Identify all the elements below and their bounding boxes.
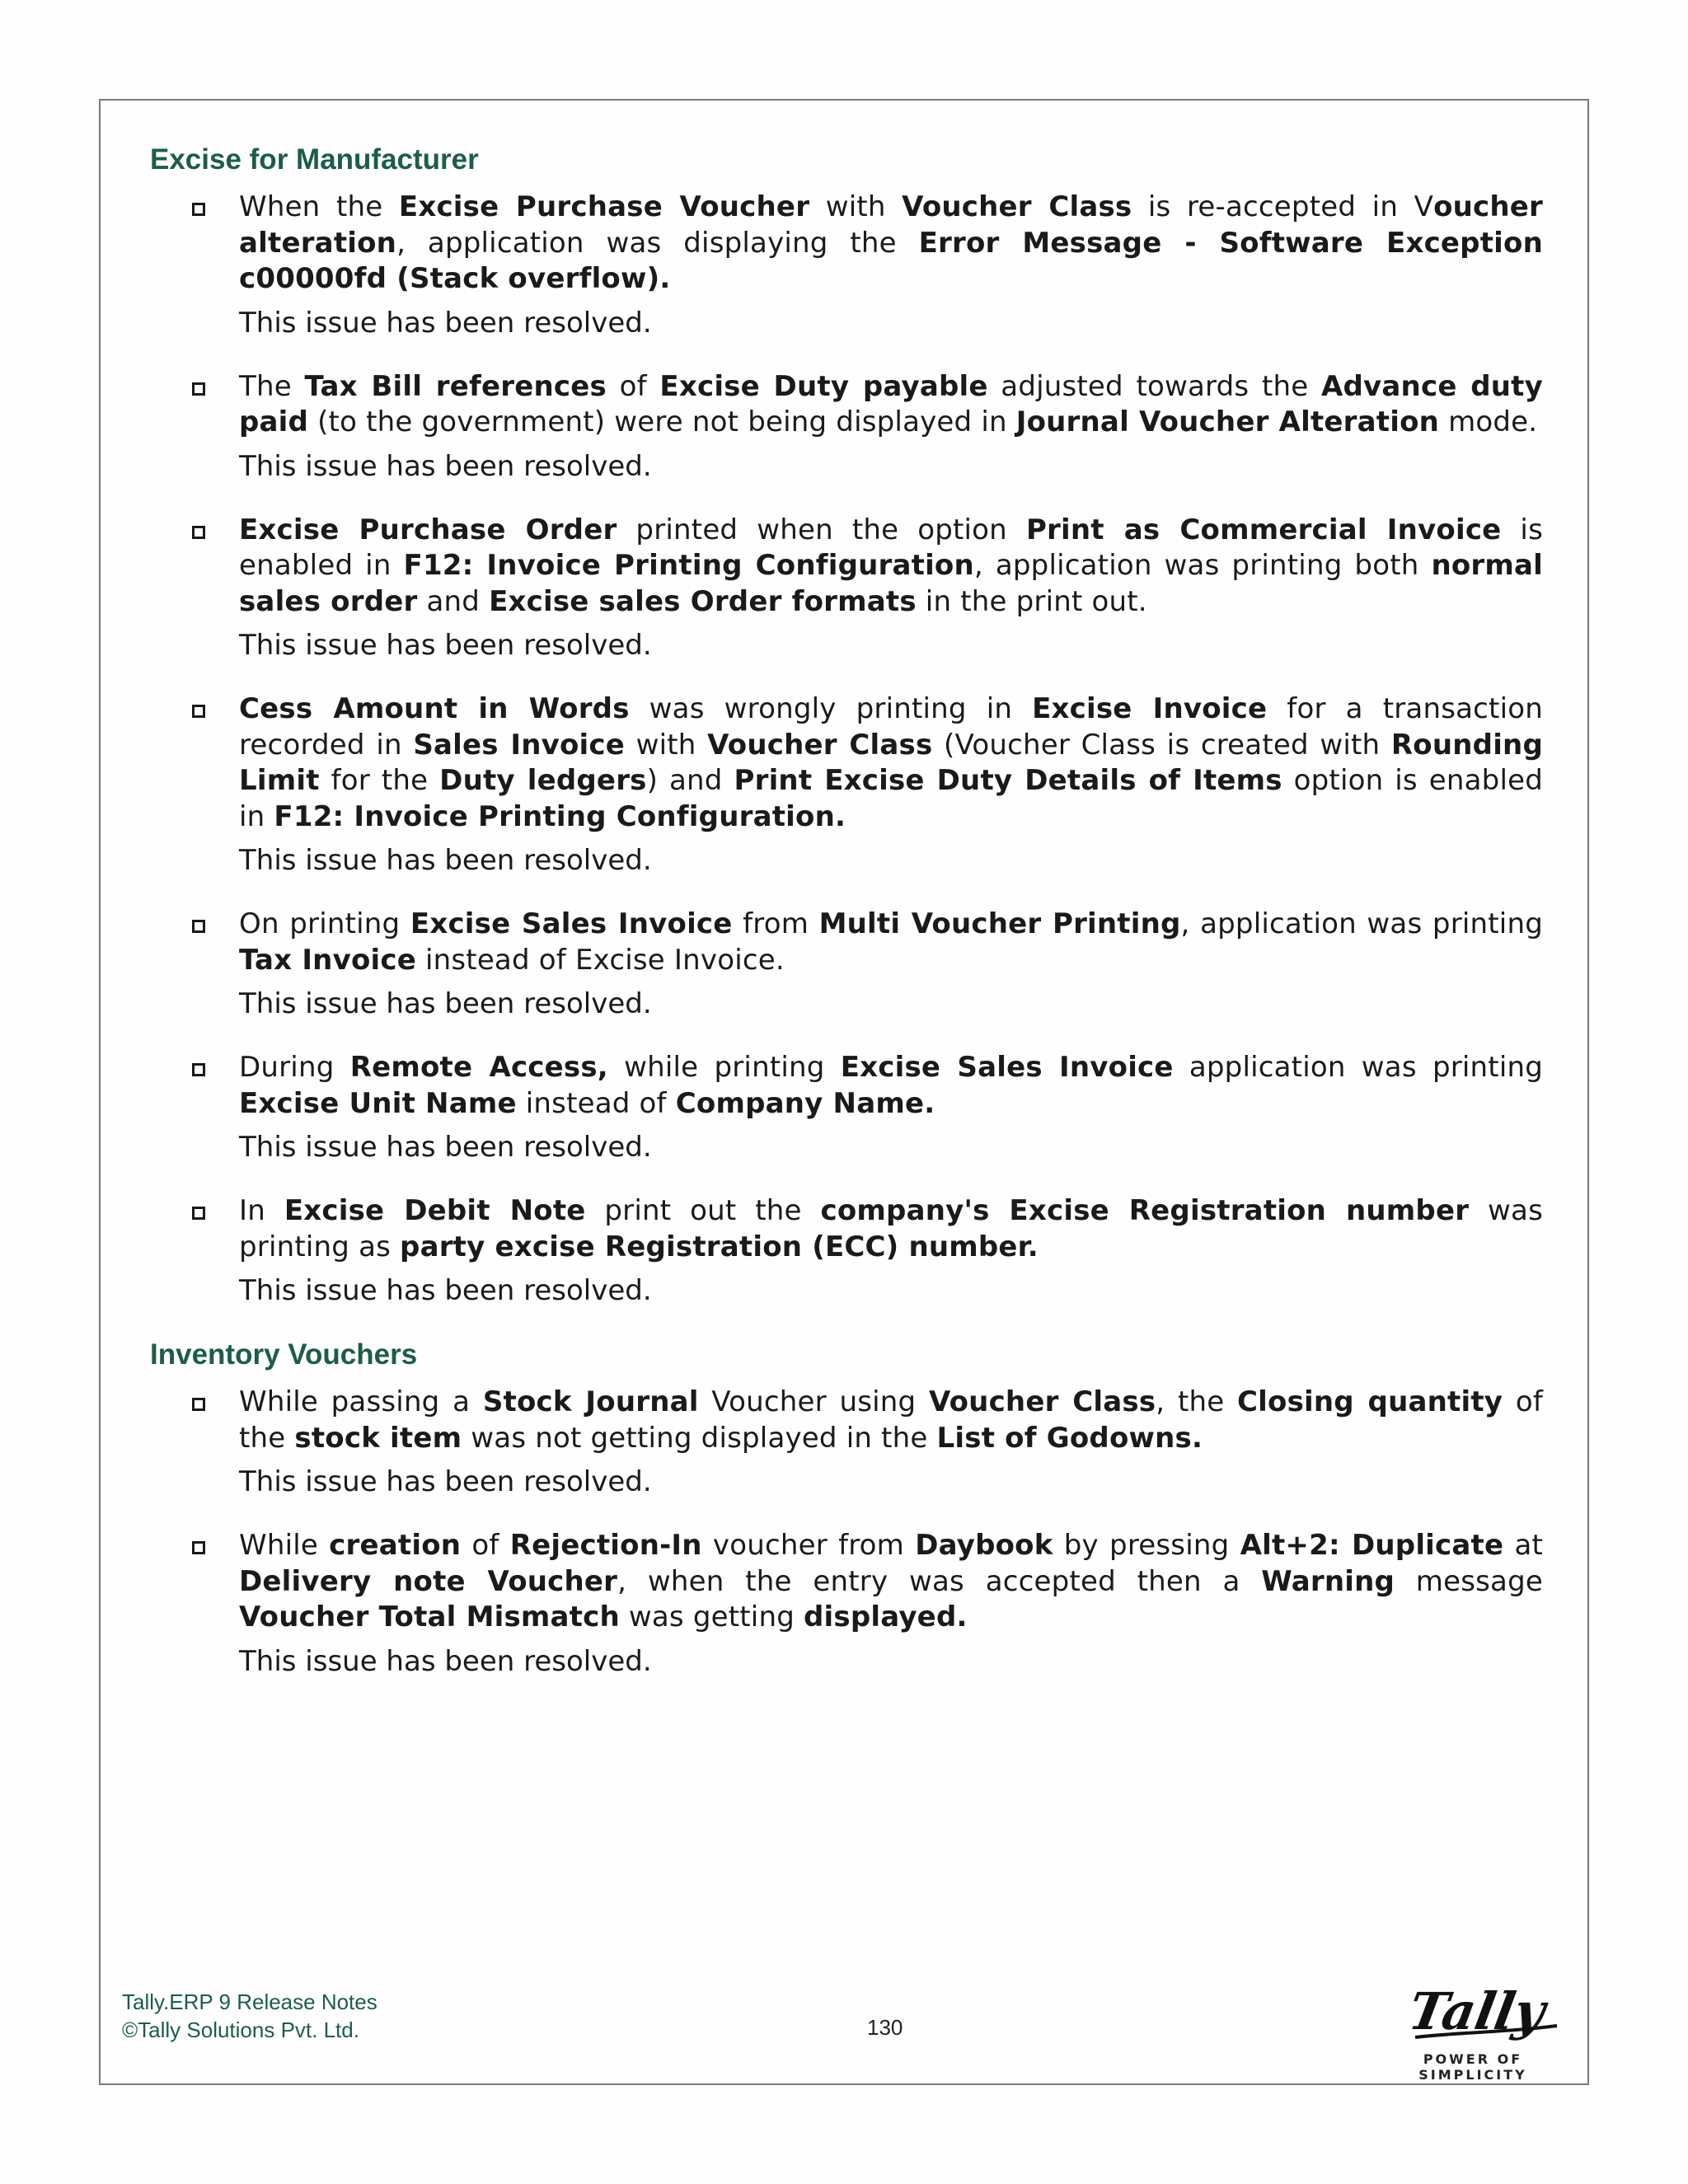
resolution-text: This issue has been resolved. [239, 987, 652, 1020]
text-run: message [1395, 1564, 1543, 1598]
bold-term: Alt+2: Duplicate [1240, 1529, 1504, 1562]
text-run: instead of Excise Invoice. [415, 943, 785, 977]
bold-term: creation [329, 1529, 462, 1562]
text-run: , application was displaying the [396, 226, 919, 260]
text-run: while printing [607, 1051, 841, 1084]
issue-description [239, 369, 1543, 441]
issue-item [150, 513, 1543, 664]
issue-item [150, 190, 1543, 341]
text-run: ) and [646, 764, 734, 797]
bold-term: Rejection-In [509, 1529, 702, 1562]
bold-term: Voucher Class [928, 1385, 1156, 1418]
text-run: printed when the option [617, 513, 1026, 546]
bold-term: Excise sales Order formats [489, 584, 917, 618]
bold-term: F12: Invoice Printing Configuration [403, 549, 974, 582]
text-run: While passing a [239, 1385, 483, 1418]
text-run: , application was printing [1180, 907, 1543, 940]
square-bullet-icon [192, 920, 205, 933]
text-run: (Voucher Class is created with [932, 728, 1391, 762]
issue-description [239, 1385, 1543, 1456]
square-bullet-icon [192, 526, 205, 539]
bold-term: normal sales order [239, 549, 1543, 618]
text-run: On printing [239, 907, 410, 940]
text-run: application was printing [1173, 1051, 1544, 1084]
resolution-text: This issue has been resolved. [239, 1644, 652, 1678]
issue-description [239, 691, 1543, 835]
logo-tagline: POWER OF SIMPLICITY [1418, 2051, 1527, 2083]
section-heading: Inventory Vouchers [150, 1338, 418, 1371]
bold-term: Tax Bill references [304, 369, 607, 403]
bold-term: List of Godowns. [936, 1421, 1203, 1455]
bold-term: Remote Access, [349, 1051, 608, 1084]
text-run: for a transaction recorded in [239, 692, 1543, 762]
text-run: is enabled in [239, 513, 1543, 582]
resolution-text: This issue has been resolved. [239, 306, 652, 340]
text-run: in the print out. [916, 584, 1147, 618]
bold-term: Excise Unit Name [239, 1086, 517, 1120]
text-run: was not getting displayed in the [462, 1421, 937, 1455]
bold-term: F12: Invoice Printing Configuration. [274, 799, 846, 833]
bold-term: Duty ledgers [439, 764, 647, 797]
issue-item [150, 1528, 1543, 1680]
text-run: While [239, 1529, 330, 1562]
bold-term: oucher alteration [239, 190, 1544, 260]
bold-term: Warning [1261, 1564, 1395, 1598]
bold-term: Advance duty paid [239, 369, 1544, 438]
bold-term: Cess Amount in Words [239, 692, 630, 725]
issue-item [150, 369, 1543, 485]
issue-description [239, 1050, 1543, 1122]
issue-item [150, 907, 1543, 1022]
square-bullet-icon [192, 382, 205, 396]
footer-product-line: Tally.ERP 9 Release Notes [122, 1990, 377, 2014]
text-run: (to the government) were not being displayed in [308, 405, 1016, 438]
text-run: option is enabled in [239, 764, 1543, 833]
tally-logo-icon [1382, 1978, 1584, 2060]
resolution-text: This issue has been resolved. [239, 1131, 652, 1164]
resolution-text: This issue has been resolved. [239, 629, 652, 662]
issue-description [239, 1193, 1543, 1265]
square-bullet-icon [192, 1541, 205, 1554]
text-run: of [606, 369, 660, 403]
issue-description [239, 513, 1543, 621]
bold-term: company's Excise Registration number [820, 1194, 1470, 1227]
text-run: , when the entry was accepted then a [617, 1564, 1262, 1598]
text-run: was wrongly printing in [629, 692, 1033, 725]
footer-credits [122, 1988, 377, 2044]
document-body [150, 142, 1543, 1708]
issue-description [239, 190, 1543, 298]
text-run: voucher from [701, 1529, 916, 1562]
bold-term: Sales Invoice [413, 728, 625, 762]
text-run: with [625, 728, 708, 762]
issue-item [150, 1385, 1543, 1500]
footer-copyright-line: ©Tally Solutions Pvt. Ltd. [122, 2018, 359, 2042]
text-run: print out the [585, 1194, 821, 1227]
bold-term: Stock Journal [482, 1385, 699, 1418]
page-frame [99, 99, 1589, 2085]
text-run: When the [239, 190, 399, 223]
text-run: was printing as [239, 1194, 1543, 1263]
bold-term: Rounding Limit [239, 728, 1543, 797]
issue-item [150, 691, 1543, 879]
bold-term: Tax Invoice [239, 943, 416, 977]
text-run: instead of [516, 1086, 676, 1120]
resolution-text: This issue has been resolved. [239, 844, 652, 877]
bold-term: Excise Sales Invoice [410, 907, 733, 940]
text-run: , application was printing both [973, 549, 1432, 582]
text-run: was getting [619, 1601, 804, 1633]
text-run: mode. [1439, 405, 1538, 438]
text-run: is re-accepted in V [1132, 190, 1434, 223]
resolution-text: This issue has been resolved. [239, 1274, 652, 1307]
issue-item [150, 1193, 1543, 1309]
resolution-text: This issue has been resolved. [239, 449, 652, 483]
text-run: at [1503, 1529, 1544, 1562]
bold-term: Company Name. [675, 1086, 935, 1120]
page-number: 130 [867, 2015, 903, 2040]
text-run: The [239, 369, 305, 403]
svg-text:Tally: Tally [1404, 1980, 1550, 2041]
bold-term: Delivery note Voucher [239, 1564, 618, 1598]
text-run: In [239, 1194, 284, 1227]
bold-term: Excise Purchase Voucher [398, 190, 810, 223]
bold-term: Excise Invoice [1032, 692, 1268, 725]
issue-list [150, 190, 1543, 1309]
bold-term: Journal Voucher Alteration [1015, 405, 1440, 438]
bold-term: Closing quantity [1237, 1385, 1503, 1418]
bold-term: stock item [294, 1421, 462, 1455]
bold-term: Excise Debit Note [284, 1194, 586, 1227]
square-bullet-icon [192, 203, 205, 216]
bold-term: party excise Registration (ECC) number. [400, 1230, 1039, 1263]
bold-term: Error Message - Software Exception c00000fd (Stack overflow). [239, 226, 1543, 295]
text-run: with [809, 190, 903, 223]
bold-term: displayed. [804, 1601, 968, 1633]
bold-term: Voucher Total Mismatch [239, 1601, 620, 1633]
bold-term: Excise Duty payable [659, 369, 988, 403]
square-bullet-icon [192, 1207, 205, 1220]
text-run: by pressing [1053, 1529, 1240, 1562]
bold-term: Excise Sales Invoice [840, 1051, 1174, 1084]
bold-term: Print as Commercial Invoice [1025, 513, 1502, 546]
issue-list [150, 1385, 1543, 1680]
text-run: During [239, 1051, 350, 1084]
bold-term: Voucher Class [707, 728, 933, 762]
text-run: of [461, 1529, 510, 1562]
text-run: for the [319, 764, 440, 797]
square-bullet-icon [192, 1063, 205, 1076]
bold-term: Multi Voucher Printing [818, 907, 1181, 940]
text-run: of the [239, 1385, 1543, 1455]
text-run: Voucher using [698, 1385, 929, 1418]
issue-item [150, 1050, 1543, 1165]
issue-description [239, 1528, 1543, 1636]
text-run: , the [1156, 1385, 1238, 1418]
text-run: from [732, 907, 819, 940]
bold-term: Daybook [915, 1529, 1053, 1562]
resolution-text: This issue has been resolved. [239, 1465, 652, 1498]
text-run: and [417, 584, 490, 618]
square-bullet-icon [192, 1398, 205, 1411]
issue-description [239, 907, 1543, 978]
section-heading: Excise for Manufacturer [150, 143, 479, 176]
text-run: adjusted towards the [987, 369, 1321, 403]
bold-term: Print Excise Duty Details of Items [734, 764, 1282, 797]
square-bullet-icon [192, 705, 205, 718]
bold-term: Voucher Class [902, 190, 1132, 223]
bold-term: Excise Purchase Order [239, 513, 617, 546]
